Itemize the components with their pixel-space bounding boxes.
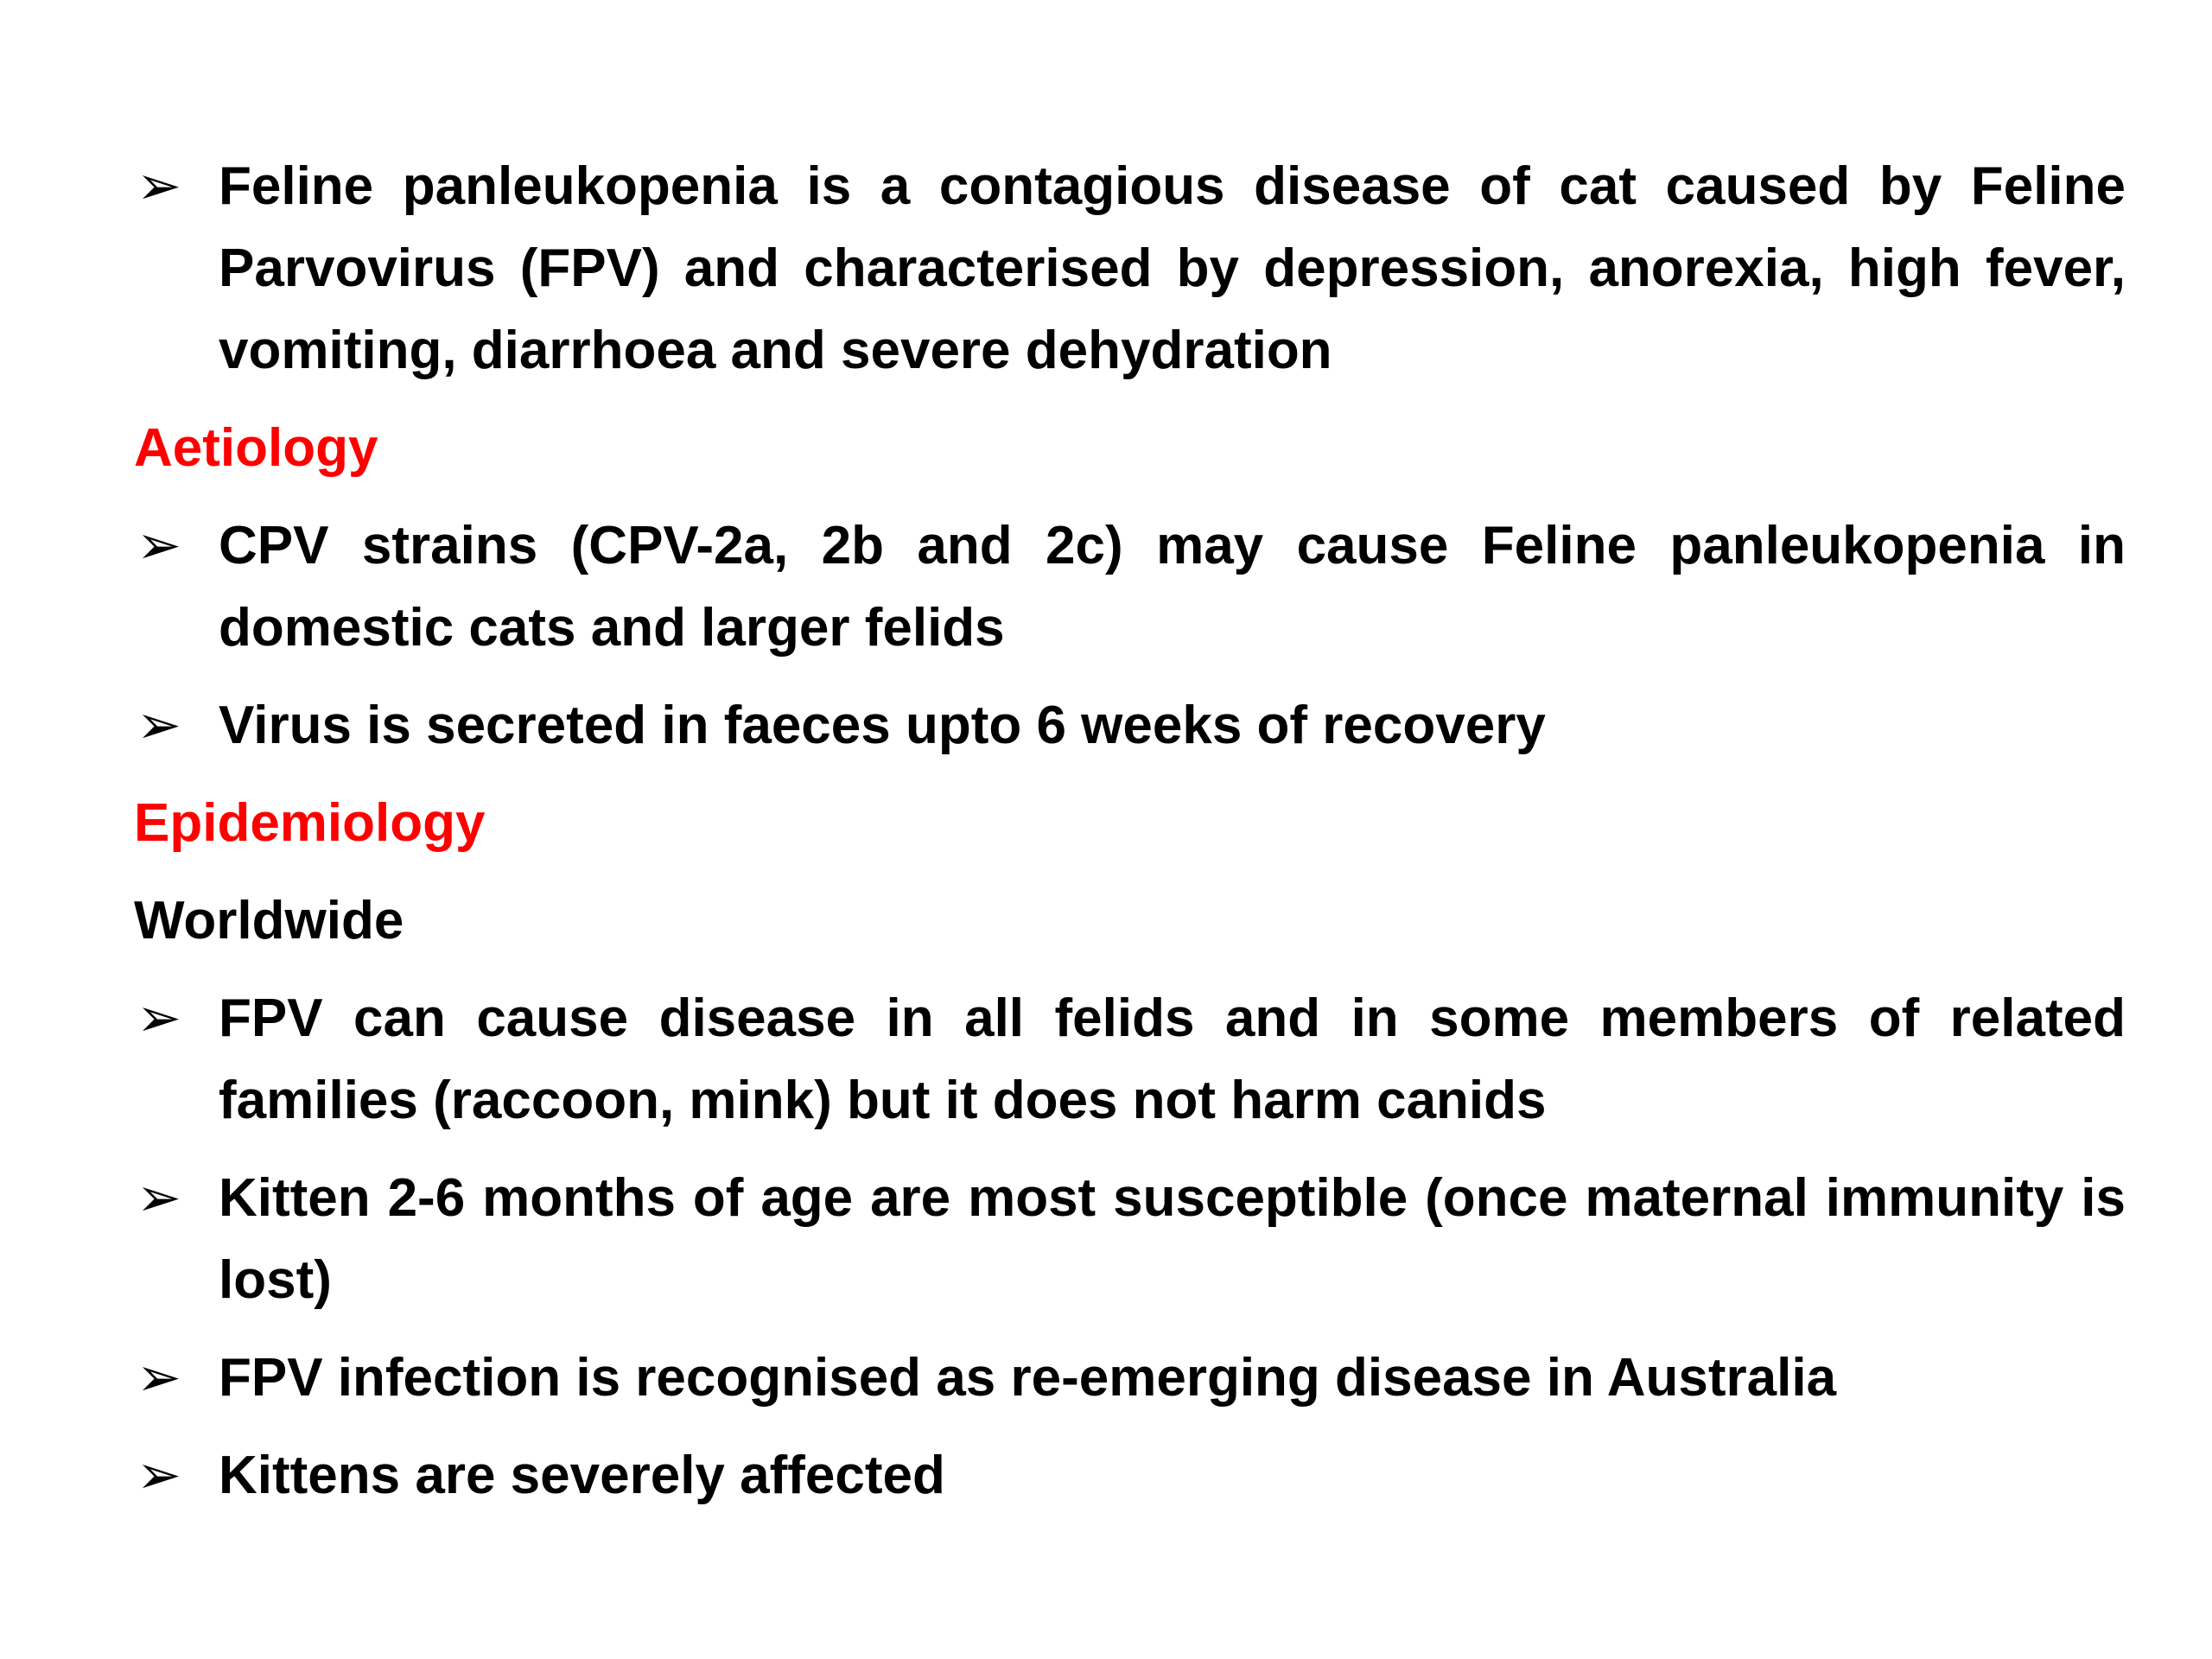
arrowhead-bullet-icon: ➢	[137, 1168, 181, 1228]
epidemiology-bullet-1	[134, 977, 2126, 1141]
aetiology-bullet-1	[134, 505, 2126, 669]
aetiology-heading: Aetiology	[134, 418, 378, 478]
epidemiology-heading: Epidemiology	[134, 793, 486, 853]
epidemiology-bullet-4	[134, 1434, 2126, 1516]
epidemiology-item-text: Kittens are severely affected	[219, 1446, 945, 1505]
epidemiology-item-text: FPV can cause disease in all felids and in some members of related families (raccoon, mink) but it does not harm canids	[219, 988, 2126, 1130]
arrowhead-bullet-icon: ➢	[137, 156, 181, 216]
epidemiology-subheading: Worldwide	[134, 891, 404, 950]
intro-text: Feline panleukopenia is a contagious disease of cat caused by Feline Parvovirus (FPV) and characterised by depression, anorexia, high fever, vomiting, diarrhoea and severe dehydration	[219, 156, 2126, 380]
epidemiology-item-text: Kitten 2-6 months of age are most susceptible (once maternal immunity is lost)	[219, 1168, 2126, 1310]
aetiology-item-text: CPV strains (CPV-2a, 2b and 2c) may cause Feline panleukopenia in domestic cats and larger felids	[219, 516, 2126, 658]
arrowhead-bullet-icon: ➢	[137, 696, 181, 755]
arrowhead-bullet-icon: ➢	[137, 1446, 181, 1505]
arrowhead-bullet-icon: ➢	[137, 516, 181, 575]
aetiology-item-text: Virus is secreted in faeces upto 6 weeks of recovery	[219, 696, 1546, 755]
epidemiology-bullet-2	[134, 1157, 2126, 1321]
epidemiology-bullet-3	[134, 1337, 2126, 1419]
intro-bullet	[134, 145, 2126, 391]
slide-content	[134, 145, 2126, 1516]
aetiology-bullet-2	[134, 684, 2126, 766]
arrowhead-bullet-icon: ➢	[137, 988, 181, 1048]
arrowhead-bullet-icon: ➢	[137, 1348, 181, 1408]
epidemiology-item-text: FPV infection is recognised as re-emerging disease in Australia	[219, 1348, 1837, 1408]
